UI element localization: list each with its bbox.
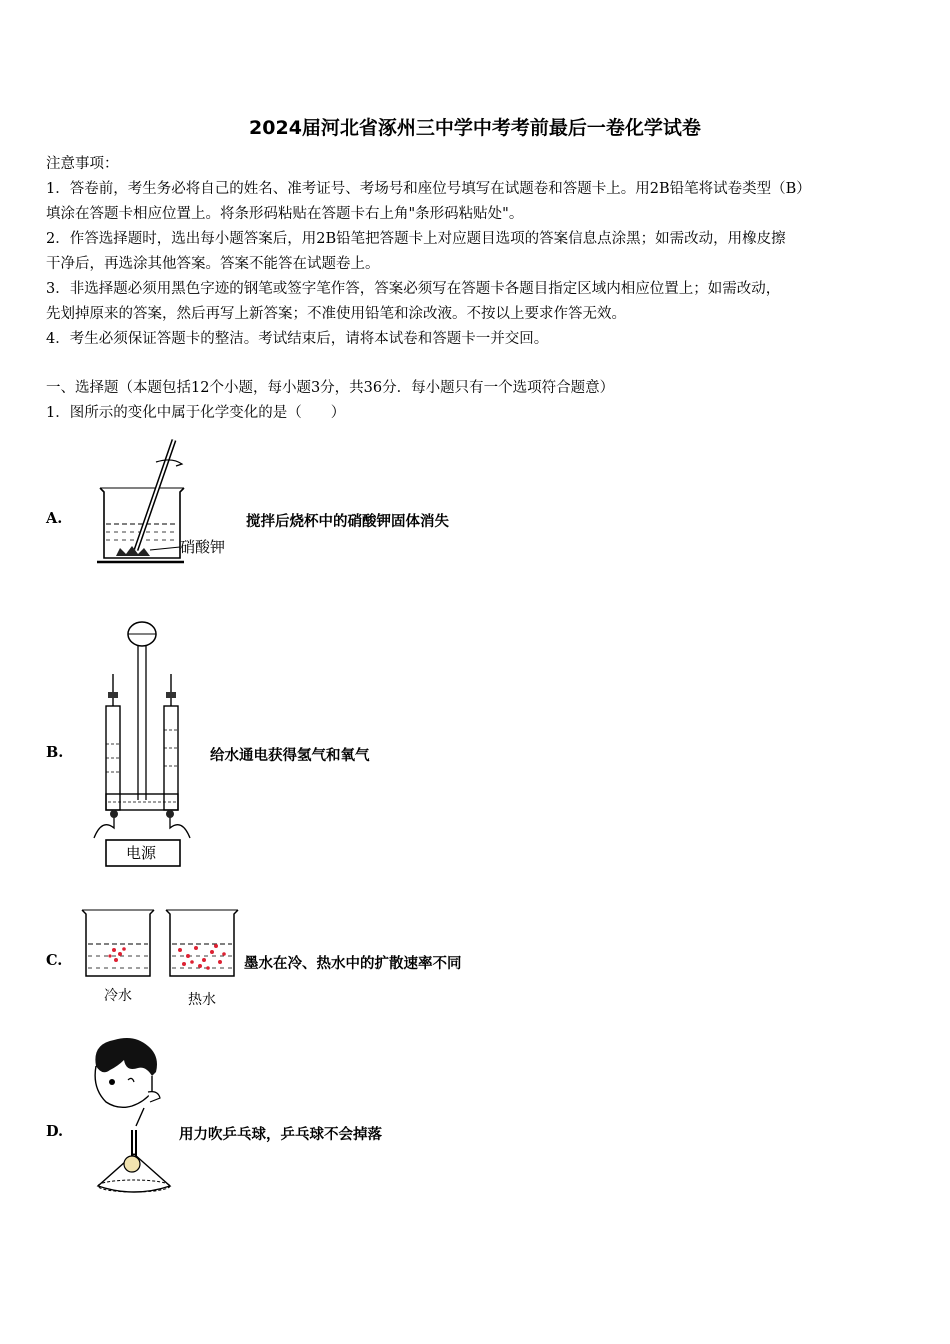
- beaker-stirring-figure: [92, 432, 242, 572]
- option-b-letter: B.: [46, 744, 64, 761]
- notice-line: 1．答卷前，考生务必将自己的姓名、准考证号、考场号和座位号填写在试题卷和答题卡上。用2B铅笔将试卷类型（B）: [46, 181, 811, 197]
- figure-label-hot: 热水: [188, 992, 216, 1008]
- figure-label: 硝酸钾: [180, 538, 226, 556]
- notice-heading: 注意事项：: [46, 156, 119, 172]
- notice-line: 填涂在答题卡相应位置上。将条形码粘贴在答题卡右上角"条形码粘贴处"。: [46, 206, 524, 222]
- page-title: 2024届河北省涿州三中学中考考前最后一卷化学试卷: [249, 117, 701, 139]
- notice-line: 3．非选择题必须用黑色字迹的钢笔或签字笔作答，答案必须写在答题卡各题目指定区域内相应位置上；如需改动，: [46, 281, 781, 297]
- option-c-text[interactable]: 墨水在冷、热水中的扩散速率不同: [244, 955, 462, 972]
- notice-line: 4．考生必须保证答题卡的整洁。考试结束后，请将本试卷和答题卡一并交回。: [46, 331, 549, 347]
- figure-label: 电源: [126, 844, 157, 862]
- notice-line: 干净后，再选涂其他答案。答案不能答在试题卷上。: [46, 256, 380, 272]
- option-b-text[interactable]: 给水通电获得氢气和氧气: [210, 747, 370, 764]
- question-stem: 1．图所示的变化中属于化学变化的是（ ）: [46, 405, 346, 421]
- option-d-letter: D.: [46, 1123, 64, 1140]
- section-heading: 一、选择题（本题包括12个小题，每小题3分，共36分．每小题只有一个选项符合题意）: [46, 380, 615, 396]
- figure-label-cold: 冷水: [104, 988, 132, 1004]
- option-d-text[interactable]: 用力吹乒乓球，乒乓球不会掉落: [179, 1126, 382, 1143]
- electrolysis-apparatus-figure: [86, 618, 206, 872]
- ink-diffusion-beakers-figure: [80, 904, 240, 1010]
- option-a-letter: A.: [46, 510, 63, 527]
- option-c-letter: C.: [46, 952, 63, 969]
- notice-line: 2．作答选择题时，选出每小题答案后，用2B铅笔把答题卡上对应题目选项的答案信息点涂黑；如需改动，用橡皮擦: [46, 231, 786, 247]
- option-a-text[interactable]: 搅拌后烧杯中的硝酸钾固体消失: [246, 513, 449, 530]
- blowing-ping-pong-figure: [82, 1036, 182, 1200]
- notice-line: 先划掉原来的答案，然后再写上新答案；不准使用铅笔和涂改液。不按以上要求作答无效。: [46, 306, 626, 322]
